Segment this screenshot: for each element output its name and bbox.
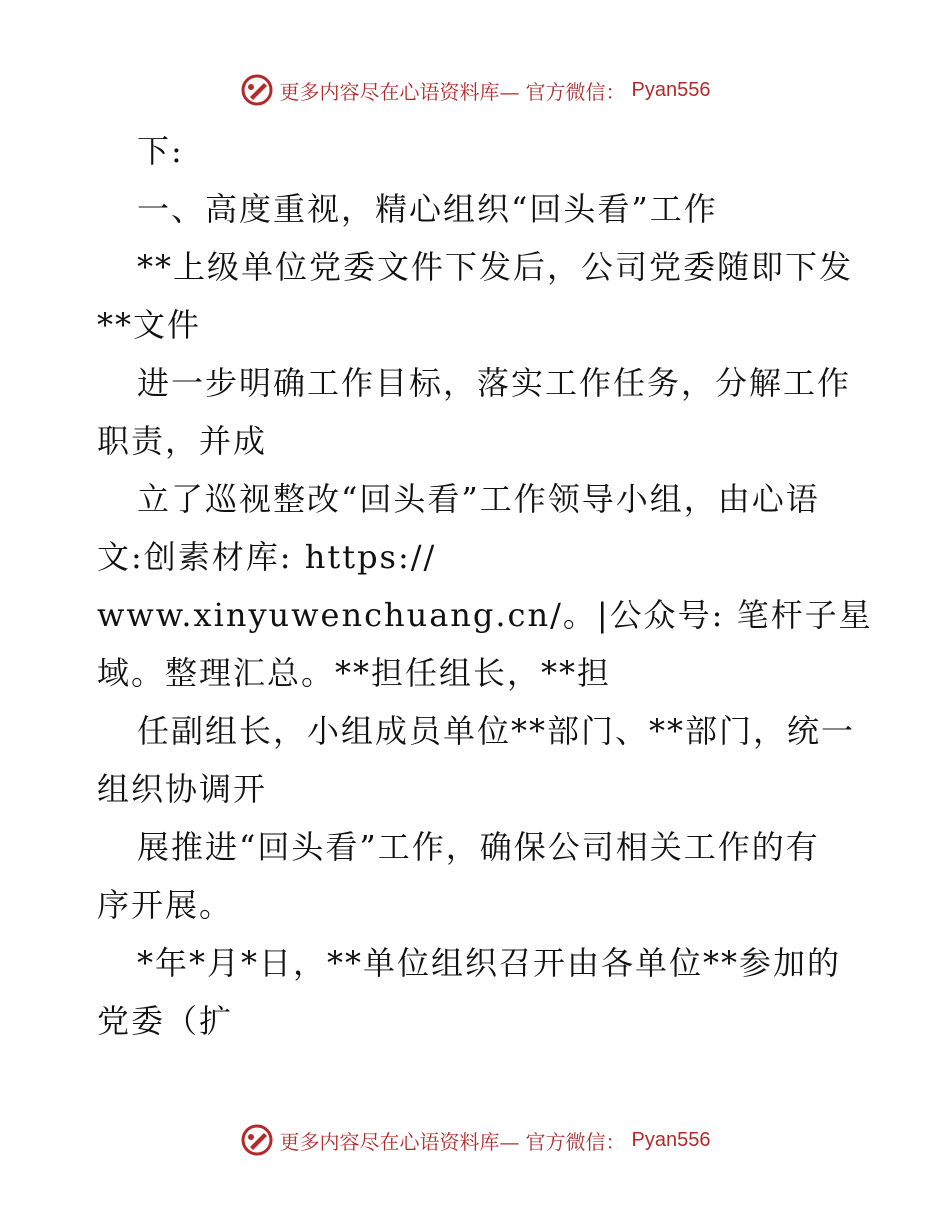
body-line: 展推进“回头看”工作，确保公司相关工作的有 xyxy=(137,828,820,866)
pen-seal-logo-icon xyxy=(240,1123,274,1157)
body-line: **上级单位党委文件下发后，公司党委随即下发 xyxy=(137,248,854,286)
document-body xyxy=(97,122,873,1050)
body-line: 组织协调开 xyxy=(97,770,268,808)
body-line: **文件 xyxy=(97,306,202,344)
footer-contact-label: 官方微信： xyxy=(525,1129,626,1154)
body-line: www.xinyuwenchuang.cn/。|公众号: 笔杆子星 xyxy=(97,596,873,634)
footer-banner xyxy=(0,1120,950,1160)
body-line: 文:创素材库: https:// xyxy=(97,538,437,576)
body-line: 域。整理汇总。**担任组长，**担 xyxy=(97,654,612,692)
body-line: 进一步明确工作目标，落实工作任务，分解工作 xyxy=(137,364,852,402)
section-heading: 一、高度重视，精心组织“回头看”工作 xyxy=(137,190,718,228)
body-line: 下: xyxy=(137,132,184,170)
body-line: 立了巡视整改“回头看”工作领导小组，由心语 xyxy=(137,480,820,518)
body-line: 任副组长，小组成员单位**部门、**部门，统一 xyxy=(137,712,856,750)
footer-banner-text: 更多内容尽在心语资料库— xyxy=(279,1129,520,1154)
body-line: 党委（扩 xyxy=(97,1002,234,1040)
body-line: *年*月*日，**单位组织召开由各单位**参加的 xyxy=(137,944,842,982)
body-line: 职责，并成 xyxy=(97,422,268,460)
header-wechat-id: Pyan556 xyxy=(631,78,711,101)
body-line: 序开展。 xyxy=(97,886,234,924)
header-contact-label: 官方微信： xyxy=(525,79,626,104)
header-banner-text: 更多内容尽在心语资料库— xyxy=(279,79,520,104)
footer-wechat-id: Pyan556 xyxy=(631,1128,711,1151)
header-banner xyxy=(0,70,950,110)
pen-seal-logo-icon xyxy=(240,73,274,107)
